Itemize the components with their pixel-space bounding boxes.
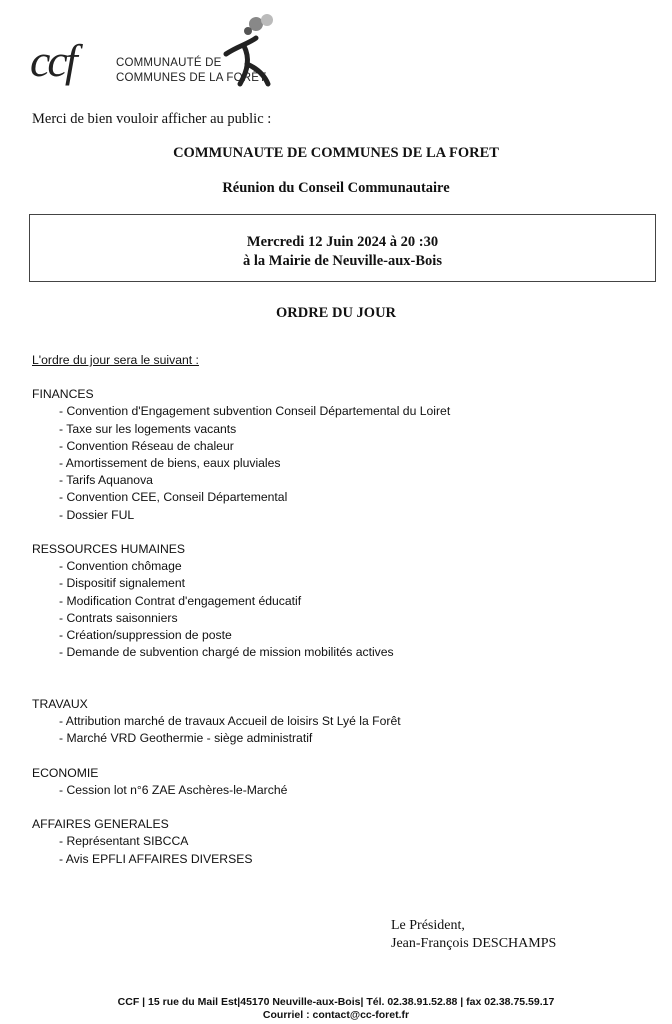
spacer bbox=[32, 747, 450, 764]
list-item: - Amortissement de biens, eaux pluviales bbox=[59, 456, 281, 471]
logo-line-1: COMMUNAUTÉ DE bbox=[116, 57, 222, 69]
economie-items bbox=[32, 782, 450, 799]
list-item: - Contrats saisonniers bbox=[59, 610, 178, 625]
list-item: - Marché VRD Geothermie - siège administratif bbox=[59, 731, 313, 746]
footer bbox=[0, 996, 672, 1022]
list-item: - Création/suppression de poste bbox=[59, 628, 232, 643]
list-item: - Convention d'Engagement subvention Conseil Départemental du Loiret bbox=[59, 404, 451, 419]
list-item: - Modification Contrat d'engagement éducatif bbox=[59, 593, 302, 608]
signature-block bbox=[391, 917, 556, 953]
footer-address: CCF | 15 rue du Mail Est|45170 Neuville-aux-Bois| Tél. 02.38.91.52.88 | fax 02.38.75.59.17 bbox=[117, 996, 555, 1008]
spacer bbox=[32, 799, 450, 816]
meeting-place: à la Mairie de Neuville-aux-Bois bbox=[243, 253, 442, 269]
section-heading-economie: ECONOMIE bbox=[32, 765, 99, 780]
list-item: - Dossier FUL bbox=[59, 507, 135, 522]
list-item: - Convention chômage bbox=[59, 559, 182, 574]
list-item: - Convention Réseau de chaleur bbox=[59, 438, 234, 453]
list-item: - Demande de subvention chargé de mission mobilités actives bbox=[59, 645, 394, 660]
meeting-title: Réunion du Conseil Communautaire bbox=[222, 180, 450, 196]
running-figure-icon bbox=[220, 14, 280, 92]
affaires-generales-items bbox=[32, 833, 450, 867]
agenda-title: ORDRE DU JOUR bbox=[275, 305, 397, 321]
list-item: - Taxe sur les logements vacants bbox=[59, 421, 237, 436]
logo-line-2: COMMUNES DE LA FORÊT bbox=[116, 72, 267, 84]
section-heading-travaux: TRAVAUX bbox=[32, 696, 88, 711]
spacer bbox=[32, 524, 450, 541]
meeting-date: Mercredi 12 Juin 2024 à 20 :30 bbox=[246, 234, 439, 250]
logo-mark: ccf bbox=[30, 35, 75, 86]
list-item: - Convention CEE, Conseil Départemental bbox=[59, 490, 288, 505]
spacer bbox=[32, 661, 450, 695]
agenda-lead: L'ordre du jour sera le suivant : bbox=[32, 353, 199, 367]
section-heading-ressources-humaines: RESSOURCES HUMAINES bbox=[32, 542, 186, 557]
meeting-info-box bbox=[29, 214, 656, 282]
org-title: COMMUNAUTE DE COMMUNES DE LA FORET bbox=[173, 145, 499, 161]
list-item: - Cession lot n°6 ZAE Aschères-le-Marché bbox=[59, 782, 288, 797]
signature-name: Jean-François DESCHAMPS bbox=[391, 936, 557, 951]
ccf-logo bbox=[30, 14, 280, 94]
agenda bbox=[32, 352, 450, 868]
intro-text: Merci de bien vouloir afficher au public : bbox=[32, 111, 272, 127]
footer-email: Courriel : contact@cc-foret.fr bbox=[262, 1009, 410, 1021]
signature-title: Le Président, bbox=[391, 918, 465, 933]
section-heading-affaires-generales: AFFAIRES GENERALES bbox=[32, 817, 169, 832]
list-item: - Tarifs Aquanova bbox=[59, 473, 153, 488]
list-item: - Dispositif signalement bbox=[59, 576, 185, 591]
section-heading-finances: FINANCES bbox=[32, 387, 94, 402]
list-item: - Attribution marché de travaux Accueil de loisirs St Lyé la Forêt bbox=[59, 714, 401, 729]
travaux-items bbox=[32, 713, 450, 747]
ressources-humaines-items bbox=[32, 558, 450, 661]
finances-items bbox=[32, 403, 450, 523]
list-item: - Représentant SIBCCA bbox=[59, 834, 189, 849]
list-item: - Avis EPFLI AFFAIRES DIVERSES bbox=[59, 851, 253, 866]
